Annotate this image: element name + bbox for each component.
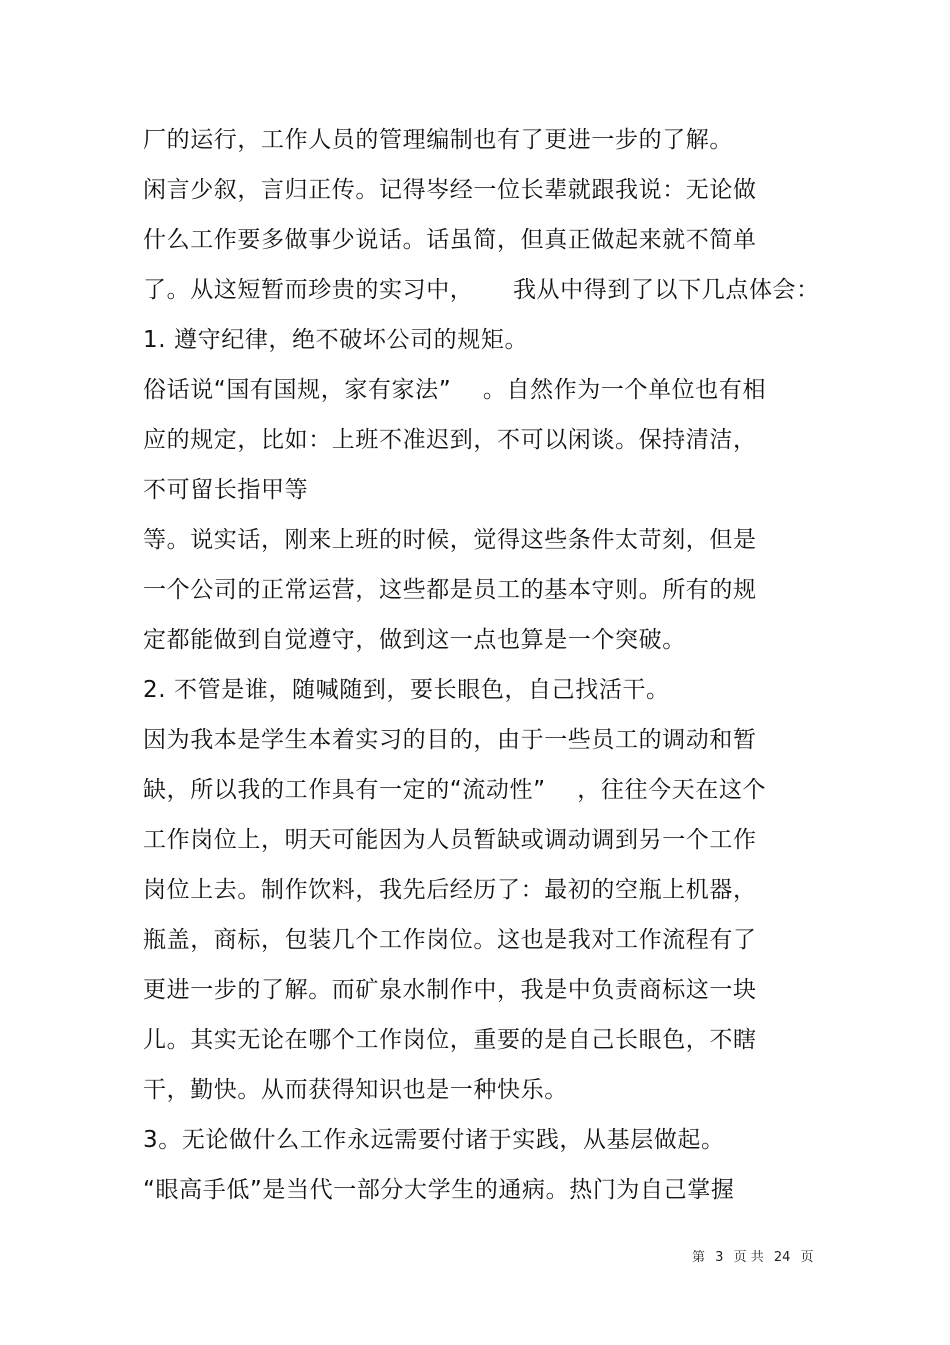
section-heading: 2. 不管是谁，随喊随到，要长眼色，自己找活干。: [143, 677, 670, 703]
footer-page-number: 3: [715, 1250, 724, 1265]
text-line: “眼高手低”是当代一部分大学生的通病。热门为自己掌握: [143, 1177, 735, 1203]
footer-middle: 页 共: [733, 1250, 764, 1265]
text-line: 儿。其实无论在哪个工作岗位，重要的是自己长眼色，不瞎: [143, 1027, 757, 1053]
section-heading: 1. 遵守纪律，绝不破坏公司的规矩。: [143, 327, 529, 353]
footer-suffix: 页: [800, 1250, 814, 1265]
footer-total-pages: 24: [773, 1250, 791, 1265]
text-line: 干，勤快。从而获得知识也是一种快乐。: [143, 1077, 568, 1103]
text-line: 缺，所以我的工作具有一定的“流动性” ，往往今天在这个: [143, 777, 767, 803]
text-line: 一个公司的正常运营，这些都是员工的基本守则。所有的规: [143, 577, 757, 603]
text-line: 瓶盖，商标，包装几个工作岗位。这也是我对工作流程有了: [143, 927, 757, 953]
text-line: 应的规定，比如：上班不准迟到，不可以闲谈。保持清洁，: [143, 427, 757, 453]
text-line: 因为我本是学生本着实习的目的，由于一些员工的调动和暂: [143, 727, 757, 753]
text-line: 更进一步的了解。而矿泉水制作中，我是中负责商标这一块: [143, 977, 757, 1003]
text-line: 厂的运行，工作人员的管理编制也有了更进一步的了解。: [143, 127, 733, 153]
text-line: 不可留长指甲等: [143, 477, 309, 503]
section-heading: 3。无论做什么工作永远需要付诸于实践，从基层做起。: [143, 1127, 725, 1153]
text-line: 等。说实话，刚来上班的时候，觉得这些条件太苛刻，但是: [143, 527, 757, 553]
text-line: 什么工作要多做事少说话。话虽简，但真正做起来就不简单: [143, 227, 757, 253]
text-line: 岗位上去。制作饮料，我先后经历了：最初的空瓶上机器，: [143, 877, 757, 903]
text-line: 定都能做到自觉遵守，做到这一点也算是一个突破。: [143, 627, 686, 653]
text-line: 工作岗位上，明天可能因为人员暂缺或调动调到另一个工作: [143, 827, 757, 853]
page-footer: [692, 1249, 814, 1267]
text-line: 闲言少叙，言归正传。记得岑经一位长辈就跟我说：无论做: [143, 177, 757, 203]
text-line: 俗话说“国有国规，家有家法” 。自然作为一个单位也有相: [143, 377, 767, 403]
footer-prefix: 第: [692, 1250, 706, 1265]
text-line: 了。从这短暂而珍贵的实习中， 我从中得到了以下几点体会：: [143, 277, 820, 303]
